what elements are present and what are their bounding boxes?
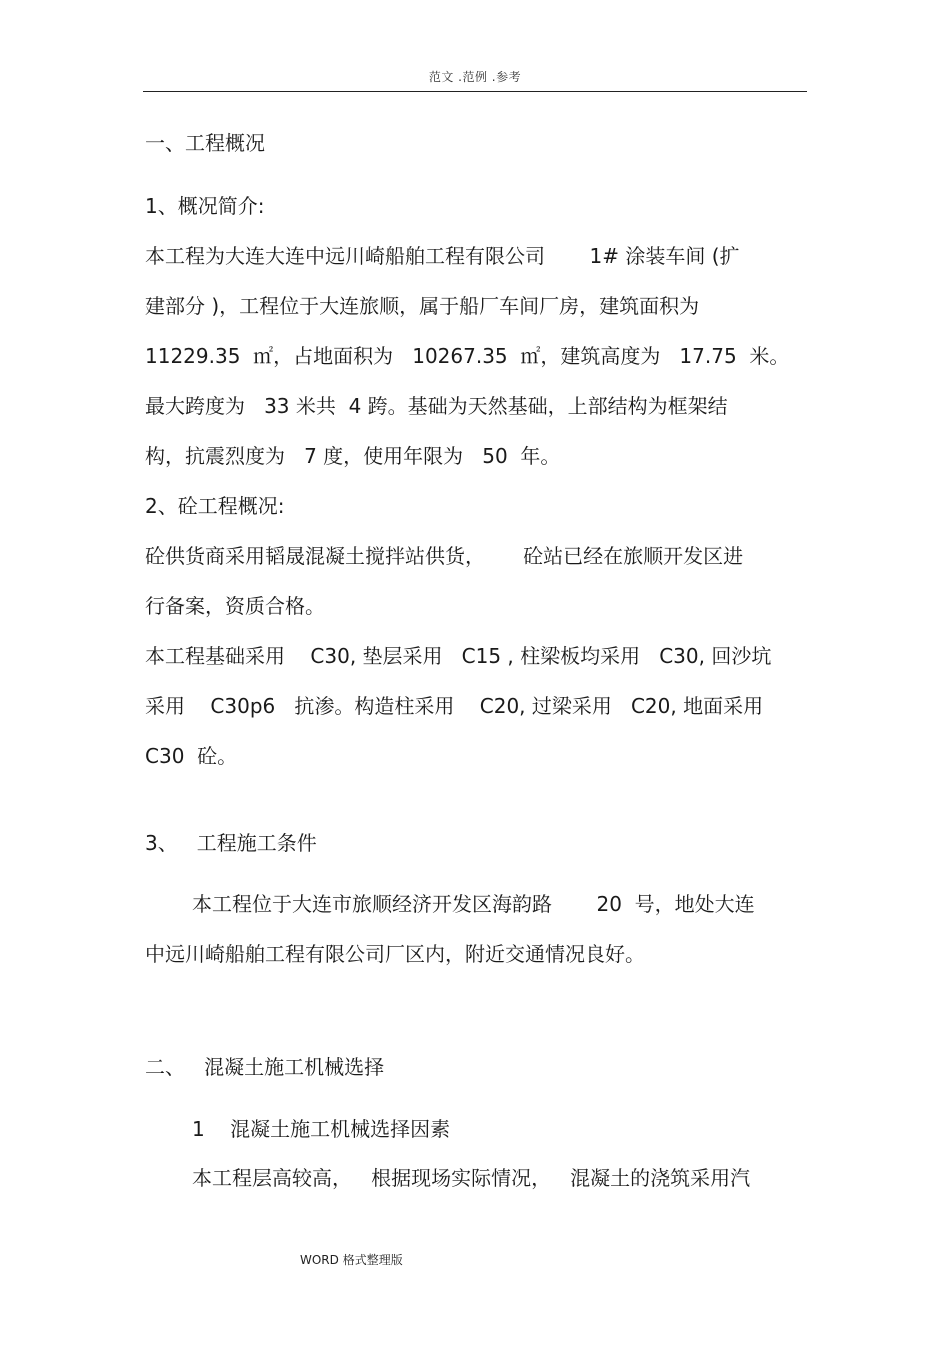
paragraph-line: 本工程层高较高， 根据现场实际情况， 混凝土的浇筑采用汽 [192,1166,751,1190]
paragraph-line: 最大跨度为 33 米共 4 跨。基础为天然基础，上部结构为框架结 [145,394,728,418]
paragraph-line: 采用 C30p6 抗渗。构造柱采用 C20, 过梁采用 C20, 地面采用 [145,694,764,718]
subsection-1-2-heading: 2、砼工程概况: [145,494,285,518]
page-header: 范文 .范例 .参考 [428,70,522,84]
paragraph-line: C30 砼。 [145,744,238,768]
paragraph-line: 建部分 )，工程位于大连旅顺，属于船厂车间厂房，建筑面积为 [145,294,700,318]
subsection-1-3-heading: 3、 工程施工条件 [145,831,317,855]
section-2-heading: 二、 混凝土施工机械选择 [145,1055,385,1079]
paragraph-line: 中远川崎船舶工程有限公司厂区内，附近交通情况良好。 [145,942,645,966]
paragraph-line: 本工程为大连大连中远川崎船舶工程有限公司 1# 涂装车间 (扩 [145,244,740,268]
paragraph-line: 本工程位于大连市旅顺经济开发区海韵路 20 号，地处大连 [192,892,755,916]
section-1-heading: 一、工程概况 [145,131,265,155]
subsection-2-1-heading: 1 混凝土施工机械选择因素 [192,1117,451,1141]
paragraph-line: 本工程基础采用 C30, 垫层采用 C15 , 柱梁板均采用 C30, 回沙坑 [145,644,772,668]
subsection-1-1-heading: 1、概况简介: [145,194,265,218]
page-footer: WORD 格式整理版 [300,1253,403,1267]
paragraph-line: 11229.35 ㎡，占地面积为 10267.35 ㎡，建筑高度为 17.75 米。 [145,344,790,368]
paragraph-line: 行备案，资质合格。 [145,594,325,618]
header-divider [143,91,807,92]
paragraph-line: 砼供货商采用韬晟混凝土搅拌站供货， 砼站已经在旅顺开发区进 [145,544,744,568]
paragraph-line: 构，抗震烈度为 7 度，使用年限为 50 年。 [145,444,561,468]
